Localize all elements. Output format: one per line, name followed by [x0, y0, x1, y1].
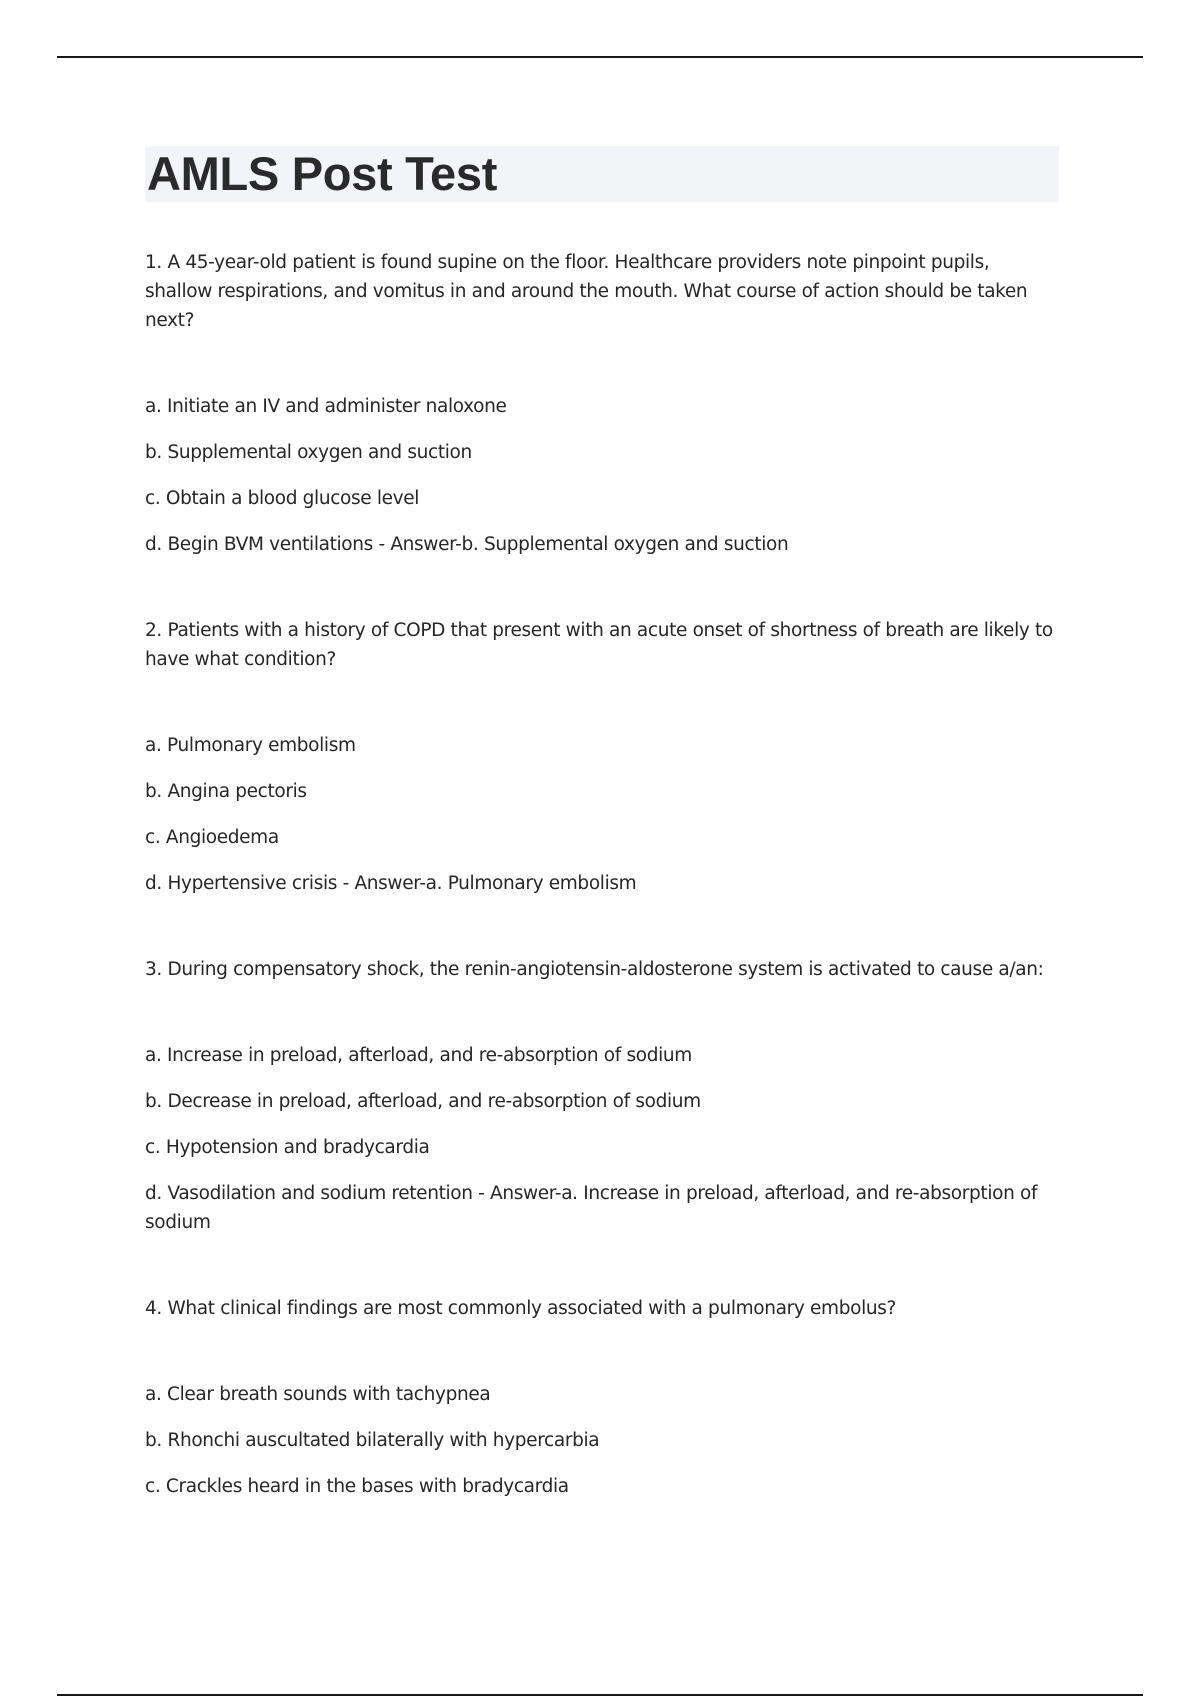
option-list [145, 1041, 1059, 1237]
question-text: 4. What clinical findings are most commonly associated with a pulmonary embolus? [145, 1298, 896, 1319]
question-4 [145, 1294, 1059, 1501]
option-a: a. Pulmonary embolism [145, 735, 356, 756]
option-d-with-answer: d. Vasodilation and sodium retention - Answer-a. Increase in preload, afterload, and re-absorption of sodium [145, 1183, 1038, 1233]
title-band [145, 146, 1059, 202]
option-b: b. Decrease in preload, afterload, and re-absorption of sodium [145, 1091, 701, 1112]
option-a: a. Increase in preload, afterload, and re-absorption of sodium [145, 1045, 692, 1066]
option-b: b. Angina pectoris [145, 781, 307, 802]
option-list [145, 1380, 1059, 1501]
header-rule [57, 56, 1143, 58]
question-text: 2. Patients with a history of COPD that present with an acute onset of shortness of breath are likely to have what condition? [145, 620, 1053, 670]
option-a: a. Initiate an IV and administer naloxone [145, 396, 507, 417]
option-c: c. Crackles heard in the bases with bradycardia [145, 1476, 569, 1497]
option-b: b. Supplemental oxygen and suction [145, 442, 472, 463]
question-3 [145, 955, 1059, 1237]
question-text: 3. During compensatory shock, the renin-angiotensin-aldosterone system is activated to cause a/an: [145, 959, 1044, 980]
document-title: AMLS Post Test [147, 147, 498, 200]
option-list [145, 731, 1059, 898]
option-list [145, 392, 1059, 559]
option-c: c. Obtain a blood glucose level [145, 488, 420, 509]
document-body [145, 146, 1059, 1501]
option-d-with-answer: d. Begin BVM ventilations - Answer-b. Supplemental oxygen and suction [145, 534, 789, 555]
option-c: c. Angioedema [145, 827, 279, 848]
option-b: b. Rhonchi auscultated bilaterally with hypercarbia [145, 1430, 600, 1451]
option-a: a. Clear breath sounds with tachypnea [145, 1384, 491, 1405]
question-2 [145, 616, 1059, 898]
footer-rule [57, 1694, 1143, 1696]
option-d-with-answer: d. Hypertensive crisis - Answer-a. Pulmonary embolism [145, 873, 637, 894]
option-c: c. Hypotension and bradycardia [145, 1137, 430, 1158]
question-text: 1. A 45-year-old patient is found supine on the floor. Healthcare providers note pinpoint pupils, shallow respirations, and vomitus in and around the mouth. What course of action should be taken next? [145, 252, 1028, 331]
question-1 [145, 248, 1059, 559]
